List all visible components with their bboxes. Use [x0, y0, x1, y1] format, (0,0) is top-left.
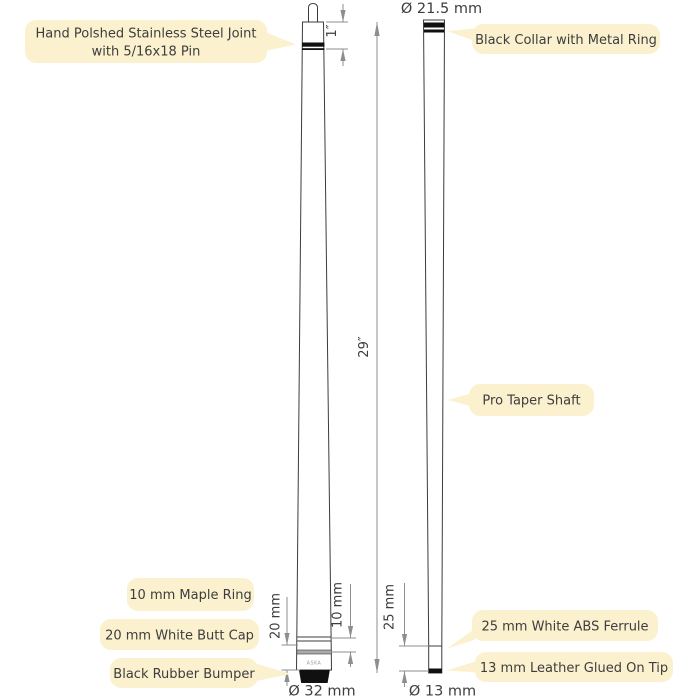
brand-text: ASKA — [306, 661, 322, 667]
dim-maple-ring-length — [331, 582, 357, 667]
callout-taper — [448, 384, 594, 416]
callout-tail — [447, 29, 475, 42]
callout-bumper — [110, 658, 291, 688]
maple-length-label: 10 mm — [330, 581, 346, 629]
dim-shaft-length — [357, 22, 380, 673]
shaft-collar-ring-thick — [424, 23, 444, 28]
callout-tail — [448, 393, 472, 407]
callout-label: 10 mm Maple Ring — [129, 588, 252, 603]
dim-ferrule-length — [383, 583, 429, 687]
arrow-up-icon — [340, 49, 345, 61]
callout-label: 13 mm Leather Glued On Tip — [479, 661, 669, 676]
arrow-up-icon — [402, 671, 407, 683]
arrow-down-icon — [402, 634, 407, 646]
callout-collar — [447, 24, 660, 54]
joint-collar-ring-thick — [302, 43, 324, 47]
joint-length-label: 1″ — [325, 24, 340, 38]
arrow-up-icon — [348, 652, 353, 664]
callout-tail — [265, 32, 296, 51]
callout-label: with 5/16x18 Pin — [91, 44, 201, 60]
arrow-up-icon — [374, 22, 379, 36]
shaft-body — [424, 20, 445, 673]
leather-tip — [429, 669, 442, 674]
callout-label: 20 mm White Butt Cap — [105, 628, 254, 644]
joint-collar-ring-thin — [302, 48, 324, 50]
joint-diameter-label: Ø 21.5 mm — [400, 1, 483, 17]
arrow-down-icon — [348, 626, 353, 638]
callout-label: 25 mm White ABS Ferrule — [481, 619, 649, 635]
arrow-down-icon — [340, 10, 345, 22]
butt-section — [297, 4, 332, 684]
ferrule-length-label: 25 mm — [382, 583, 398, 631]
butt-cap-gray-ring — [297, 650, 331, 654]
shaft-collar-ring-thin — [424, 30, 444, 33]
callout-ferrule — [447, 610, 659, 649]
callout-label: Pro Taper Shaft — [482, 393, 581, 409]
arrow-down-icon — [374, 659, 379, 673]
callout-joint — [25, 20, 296, 63]
butt-diameter-label: Ø 32 mm — [288, 683, 356, 700]
callout-tail — [447, 661, 478, 673]
callout-tail — [447, 629, 476, 650]
callout-butt-cap — [100, 619, 259, 650]
joint-pin — [309, 4, 318, 23]
cap-length-label: 20 mm — [268, 592, 284, 640]
callout-label: Black Collar with Metal Ring — [475, 33, 657, 48]
arrow-up-icon — [284, 670, 289, 682]
rubber-bumper — [299, 670, 330, 683]
butt-body — [297, 22, 332, 670]
callout-tip — [447, 652, 674, 682]
callout-label: Hand Polshed Stainless Steel Joint — [35, 26, 257, 42]
callout-maple-ring — [127, 578, 254, 611]
shaft-section — [424, 20, 445, 673]
arrow-down-icon — [284, 633, 289, 645]
tip-diameter-label: Ø 13 mm — [408, 683, 477, 700]
dim-joint-length — [325, 4, 348, 66]
shaft-length-label: 29″ — [357, 336, 372, 358]
callout-label: Black Rubber Bumper — [113, 667, 255, 682]
